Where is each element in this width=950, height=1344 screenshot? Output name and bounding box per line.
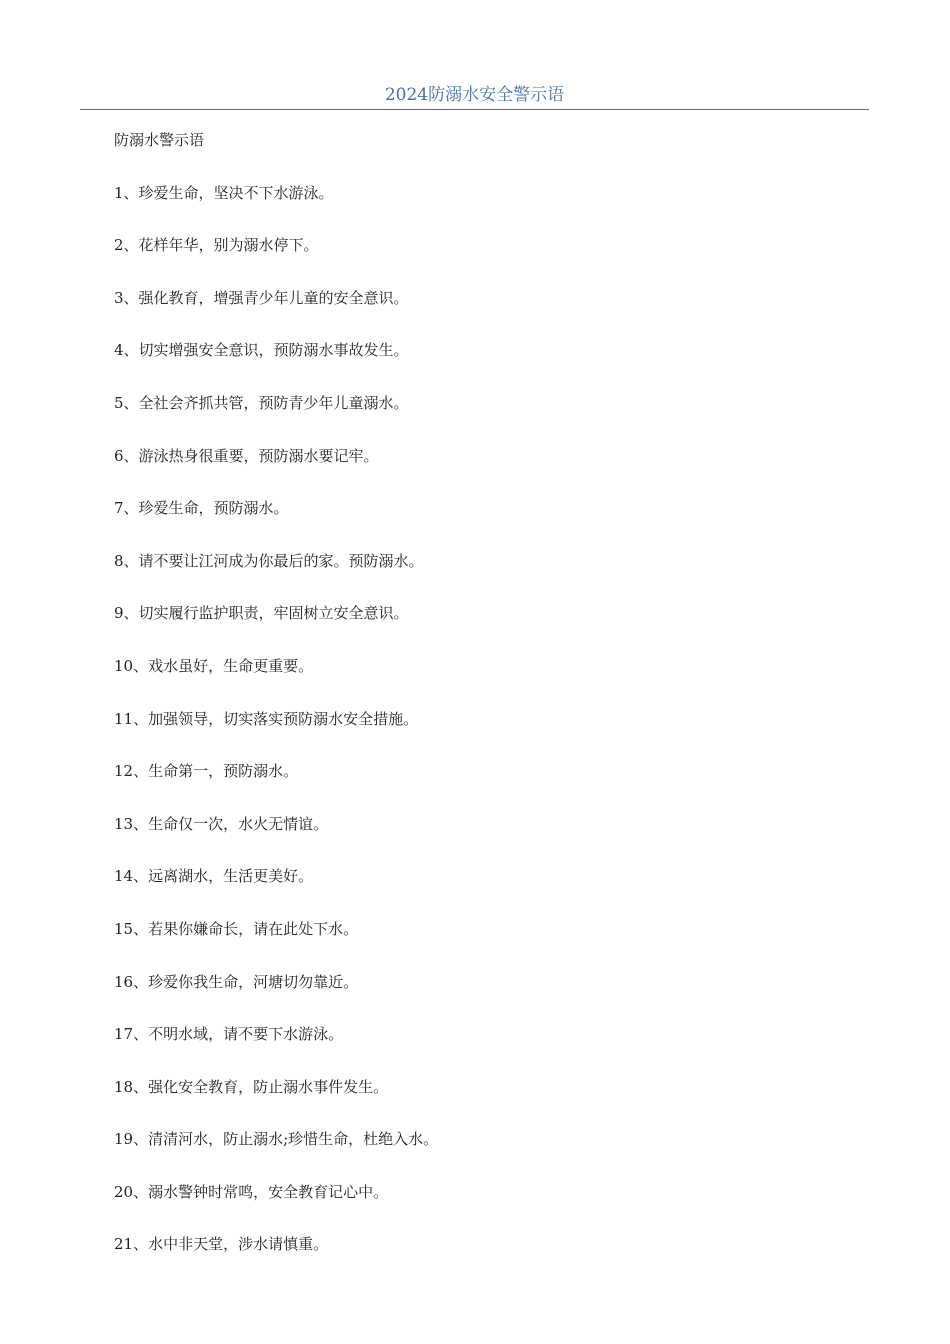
slogan-item: 4、切实增强安全意识，预防溺水事故发生。 [114, 341, 409, 360]
slogan-item: 10、戏水虽好，生命更重要。 [114, 656, 314, 675]
slogan-item: 15、若果你嫌命长，请在此处下水。 [114, 919, 359, 938]
page-header [80, 82, 869, 110]
slogan-item: 5、全社会齐抓共管，预防青少年儿童溺水。 [114, 393, 409, 412]
slogan-item: 13、生命仅一次，水火无情谊。 [114, 814, 329, 833]
slogan-item: 11、加强领导，切实落实预防溺水安全措施。 [114, 709, 419, 728]
slogan-item: 1、珍爱生命，坚决不下水游泳。 [114, 183, 334, 202]
section-heading: 防溺水警示语 [114, 131, 205, 149]
slogan-item: 8、请不要让江河成为你最后的家。预防溺水。 [114, 551, 424, 570]
document-body [114, 127, 854, 1284]
slogan-item: 3、强化教育，增强青少年儿童的安全意识。 [114, 288, 409, 307]
slogan-item: 9、切实履行监护职责，牢固树立安全意识。 [114, 604, 409, 623]
slogan-item: 7、珍爱生命，预防溺水。 [114, 499, 289, 518]
slogan-item: 21、水中非天堂，涉水请慎重。 [114, 1235, 329, 1254]
header-divider [80, 109, 869, 110]
slogan-item: 12、生命第一，预防溺水。 [114, 762, 299, 781]
slogan-item: 14、远离湖水，生活更美好。 [114, 867, 314, 886]
slogan-item: 20、溺水警钟时常鸣，安全教育记心中。 [114, 1182, 389, 1201]
slogan-item: 16、珍爱你我生命，河塘切勿靠近。 [114, 972, 359, 991]
page-title: 2024防溺水安全警示语 [384, 85, 565, 105]
slogan-item: 17、不明水域，请不要下水游泳。 [114, 1025, 344, 1044]
slogan-item: 19、清清河水，防止溺水;珍惜生命，杜绝入水。 [114, 1130, 439, 1149]
slogan-item: 18、强化安全教育，防止溺水事件发生。 [114, 1077, 389, 1096]
slogan-list [114, 180, 854, 1258]
slogan-item: 2、花样年华，别为溺水停下。 [114, 236, 319, 255]
slogan-item: 6、游泳热身很重要，预防溺水要记牢。 [114, 446, 379, 465]
